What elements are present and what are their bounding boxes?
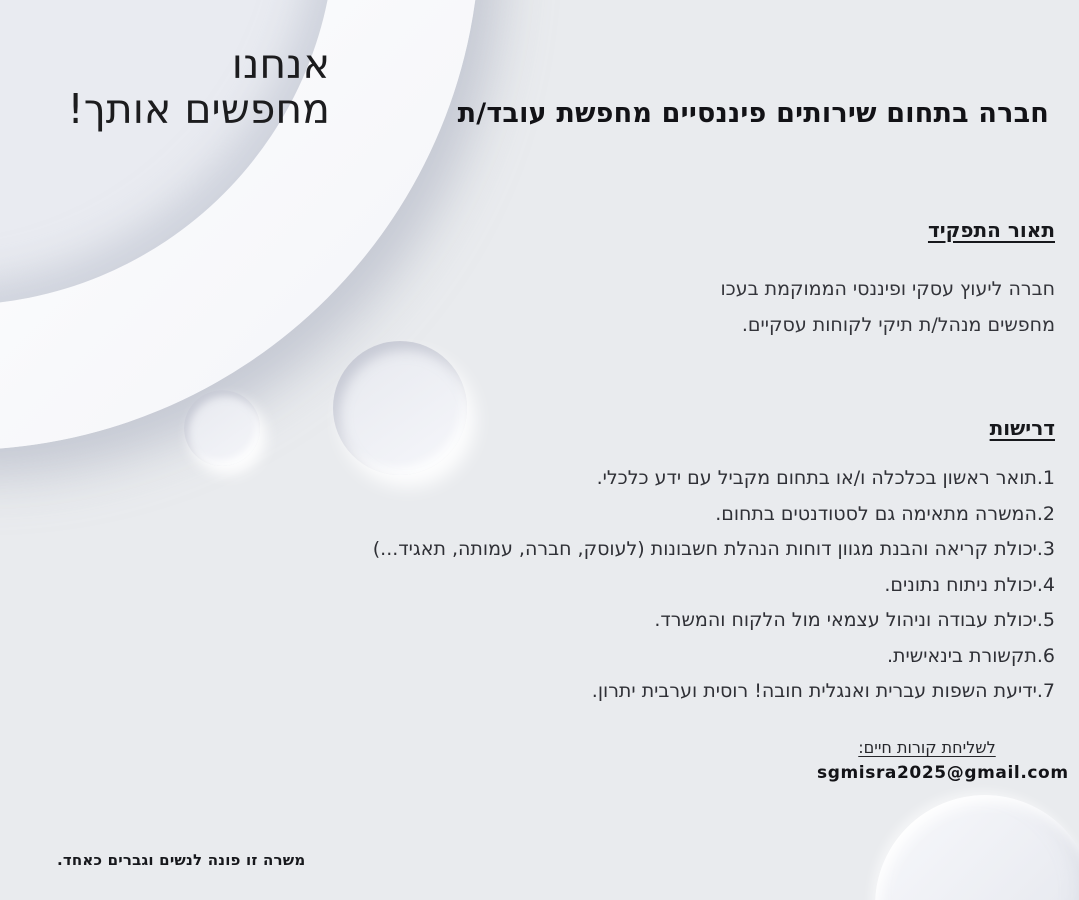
role-description-line: חברה ליעוץ עסקי ופיננסי הממוקמת בעכו	[720, 278, 1055, 300]
requirement-item: 3.יכולת קריאה והבנת מגוון דוחות הנהלת חשבונות (לעוסק, חברה, עמותה, תאגיד...)	[372, 538, 1055, 560]
decorative-circle-medium	[333, 341, 467, 475]
contact-block	[817, 736, 1069, 786]
requirement-item: 6.תקשורת בינאישית.	[886, 644, 1055, 667]
requirement-item: 1.תואר ראשון בכלכלה ו/או בתחום מקביל עם ידע כלכלי.	[596, 467, 1055, 489]
role-description-line: מחפשים מנהל/ת תיקי לקוחות עסקיים.	[741, 314, 1055, 336]
section-heading-requirements: דרישות	[989, 416, 1055, 440]
contact-email: sgmisra2025@gmail.com	[817, 763, 1069, 783]
requirement-item: 5.יכולת עבודה וניהול עצמאי מול הלקוח והמשרד.	[654, 609, 1055, 631]
section-heading-role: תאור התפקיד	[927, 218, 1055, 242]
page-title: חברה בתחום שירותים פיננסיים מחפשת עובד/ת	[457, 98, 1049, 129]
hero-headline-line2: מחפשים אותך!	[67, 85, 330, 133]
requirement-item: 2.המשרה מתאימה גם לסטודנטים בתחום.	[715, 502, 1055, 525]
requirement-item: 7.ידיעת השפות עברית ואנגלית חובה! רוסית וערבית יתרון.	[591, 680, 1055, 702]
decorative-circle-bottom-right	[875, 795, 1079, 900]
cv-send-label: לשליחת קורות חיים:	[858, 738, 996, 757]
decorative-circle-small	[184, 390, 260, 466]
requirement-item: 4.יכולת ניתוח נתונים.	[884, 573, 1055, 596]
equality-note: משרה זו פונה לנשים וגברים כאחד.	[57, 851, 306, 869]
requirements-list	[373, 461, 1055, 710]
role-description	[720, 271, 1055, 343]
hero-headline-line1: אנחנו	[231, 40, 330, 88]
hero-headline	[0, 42, 330, 132]
